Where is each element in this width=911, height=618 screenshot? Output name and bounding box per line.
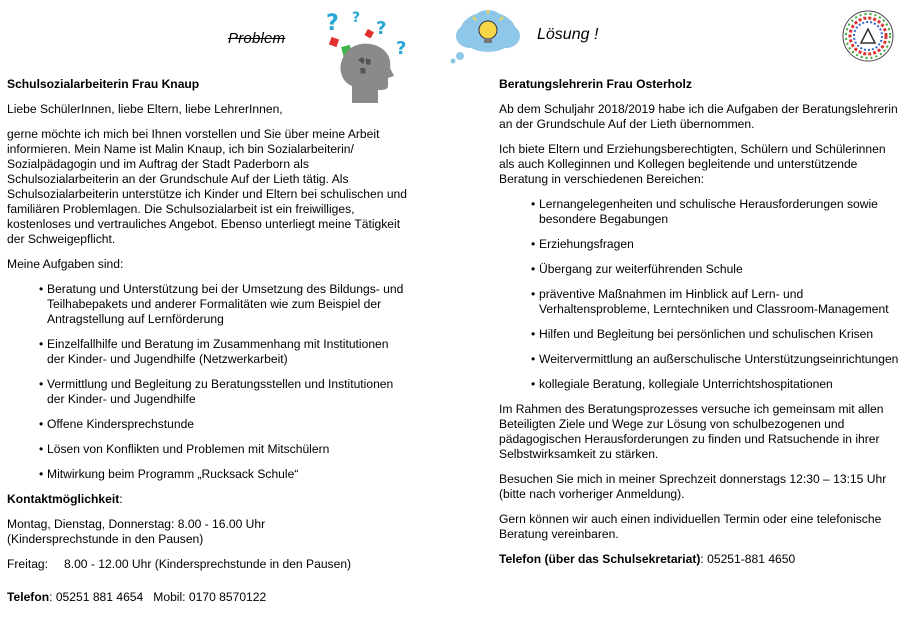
- svg-text:?: ?: [326, 11, 339, 36]
- svg-text:?: ?: [352, 10, 361, 26]
- right-phone-label: Telefon (über das Schulsekretariat): [499, 552, 701, 566]
- friday-time: 8.00 - 12.00 Uhr (Kindersprechstunde in den Pausen): [64, 557, 352, 571]
- appointment-text: Gern können wir auch einen individuellen Termin oder eine telefonische Beratung vereinbaren.: [499, 512, 882, 541]
- list-item: • Mitwirkung beim Programm „Rucksack Schule“: [39, 467, 407, 482]
- intro-text: gerne möchte ich mich bei Ihnen vorstellen und Sie über meine Arbeit informieren. Mein Name ist Malin Knaup, ich bin Sozialarbeiterin/ Sozialpädagogin und im Auftrag der Stadt Paderborn als Schulsozialarbeiterin an der Grundschule Auf der Lieth tätig. Als Schulsozialarbeiterin unterstütze ich Kinder und Eltern bei schulischen und familiären Problemlagen. Die Schulsozialarbeit ist ein freiwilliges, kostenloses und vertrauliches Angebot. Ebenso unterliegt meine Tätigkeit der Schweigepflicht.: [7, 127, 407, 246]
- list-item: • Übergang zur weiterführenden Schule: [531, 262, 904, 277]
- loesung-heading: Lösung !: [537, 26, 599, 43]
- visit-text: Besuchen Sie mich in meiner Sprechzeit donnerstags 12:30 – 13:15 Uhr (bitte nach vorheriger Anmeldung).: [499, 472, 887, 501]
- friday-hours: [7, 557, 407, 572]
- right-title: Beratungslehrerin Frau Osterholz: [499, 77, 692, 91]
- areas-list: [499, 197, 904, 392]
- svg-text:?: ?: [396, 38, 407, 59]
- process-text: Im Rahmen des Beratungsprozesses versuche ich gemeinsam mit allen Beteiligten Ziele und Wege zur Lösung von schulbezogenen und pädagogischen Herausforderungen zu finden und Ratsuchende in ihrer Selbstwirksamkeit zu stärken.: [499, 402, 884, 461]
- list-item: • präventive Maßnahmen im Hinblick auf Lern- und Verhaltensprobleme, Lerntechniken und Classroom-Management: [531, 287, 904, 317]
- list-item: • Lernangelegenheiten und schulische Herausforderungen sowie besondere Begabungen: [531, 197, 904, 227]
- lightbulb-cloud-icon: [448, 6, 524, 64]
- phone-line: [7, 590, 407, 605]
- contact-hours: [7, 517, 407, 547]
- mobile-number: Mobil: 0170 8570122: [153, 590, 267, 604]
- left-column: [7, 77, 407, 615]
- list-item: • Hilfen und Begleitung bei persönlichen und schulischen Krisen: [531, 327, 904, 342]
- list-item: • Vermittlung und Begleitung zu Beratungsstellen und Institutionen der Kinder- und Jugendhilfe: [39, 377, 407, 407]
- list-item: • Einzelfallhilfe und Beratung im Zusammenhang mit Institutionen der Kinder- und Jugendhilfe (Netzwerkarbeit): [39, 337, 407, 367]
- list-item: • Offene Kindersprechstunde: [39, 417, 407, 432]
- right-intro-2: Ich biete Eltern und Erziehungsberechtigten, Schülern und Schülerinnen als auch Kolleginnen und Kollegen begleitende und unterstützende Beratung in verschiedenen Bereichen:: [499, 142, 886, 186]
- tasks-list: [7, 282, 407, 482]
- right-phone-line: [499, 552, 904, 567]
- list-item: • Beratung und Unterstützung bei der Umsetzung des Bildungs- und Teilhabepakets und anderer Formalitäten wie zum Beispiel der Antragstellung auf Lernförderung: [39, 282, 407, 327]
- contact-days-note: (Kindersprechstunde in den Pausen): [7, 532, 204, 546]
- list-item: • Lösen von Konflikten und Problemen mit Mitschülern: [39, 442, 407, 457]
- list-item: • kollegiale Beratung, kollegiale Unterrichtshospitationen: [531, 377, 904, 392]
- contact-colon: :: [119, 492, 123, 506]
- contact-heading: Kontaktmöglichkeit: [7, 492, 120, 506]
- greeting: Liebe SchülerInnen, liebe Eltern, liebe LehrerInnen,: [7, 102, 283, 116]
- right-phone-value: : 05251-881 4650: [700, 552, 796, 566]
- phone-label: Telefon: [7, 590, 50, 604]
- problem-heading: Problem: [228, 30, 286, 47]
- school-logo-icon: [841, 9, 895, 63]
- contact-heading-line: [7, 492, 407, 507]
- svg-text:?: ?: [376, 18, 387, 39]
- friday-label: Freitag:: [7, 557, 48, 571]
- tasks-heading: Meine Aufgaben sind:: [7, 257, 124, 271]
- list-item: • Erziehungsfragen: [531, 237, 904, 252]
- left-title: Schulsozialarbeiterin Frau Knaup: [7, 77, 200, 91]
- right-intro-1: Ab dem Schuljahr 2018/2019 habe ich die Aufgaben der Beratungslehrerin an der Grundschule Auf der Lieth übernommen.: [499, 102, 898, 131]
- right-column: [499, 77, 904, 577]
- list-item: • Weitervermittlung an außerschulische Unterstützungseinrichtungen: [531, 352, 904, 367]
- contact-days: Montag, Dienstag, Donnerstag: 8.00 - 16.00 Uhr: [7, 517, 266, 531]
- phone-value: : 05251 881 4654: [49, 590, 144, 604]
